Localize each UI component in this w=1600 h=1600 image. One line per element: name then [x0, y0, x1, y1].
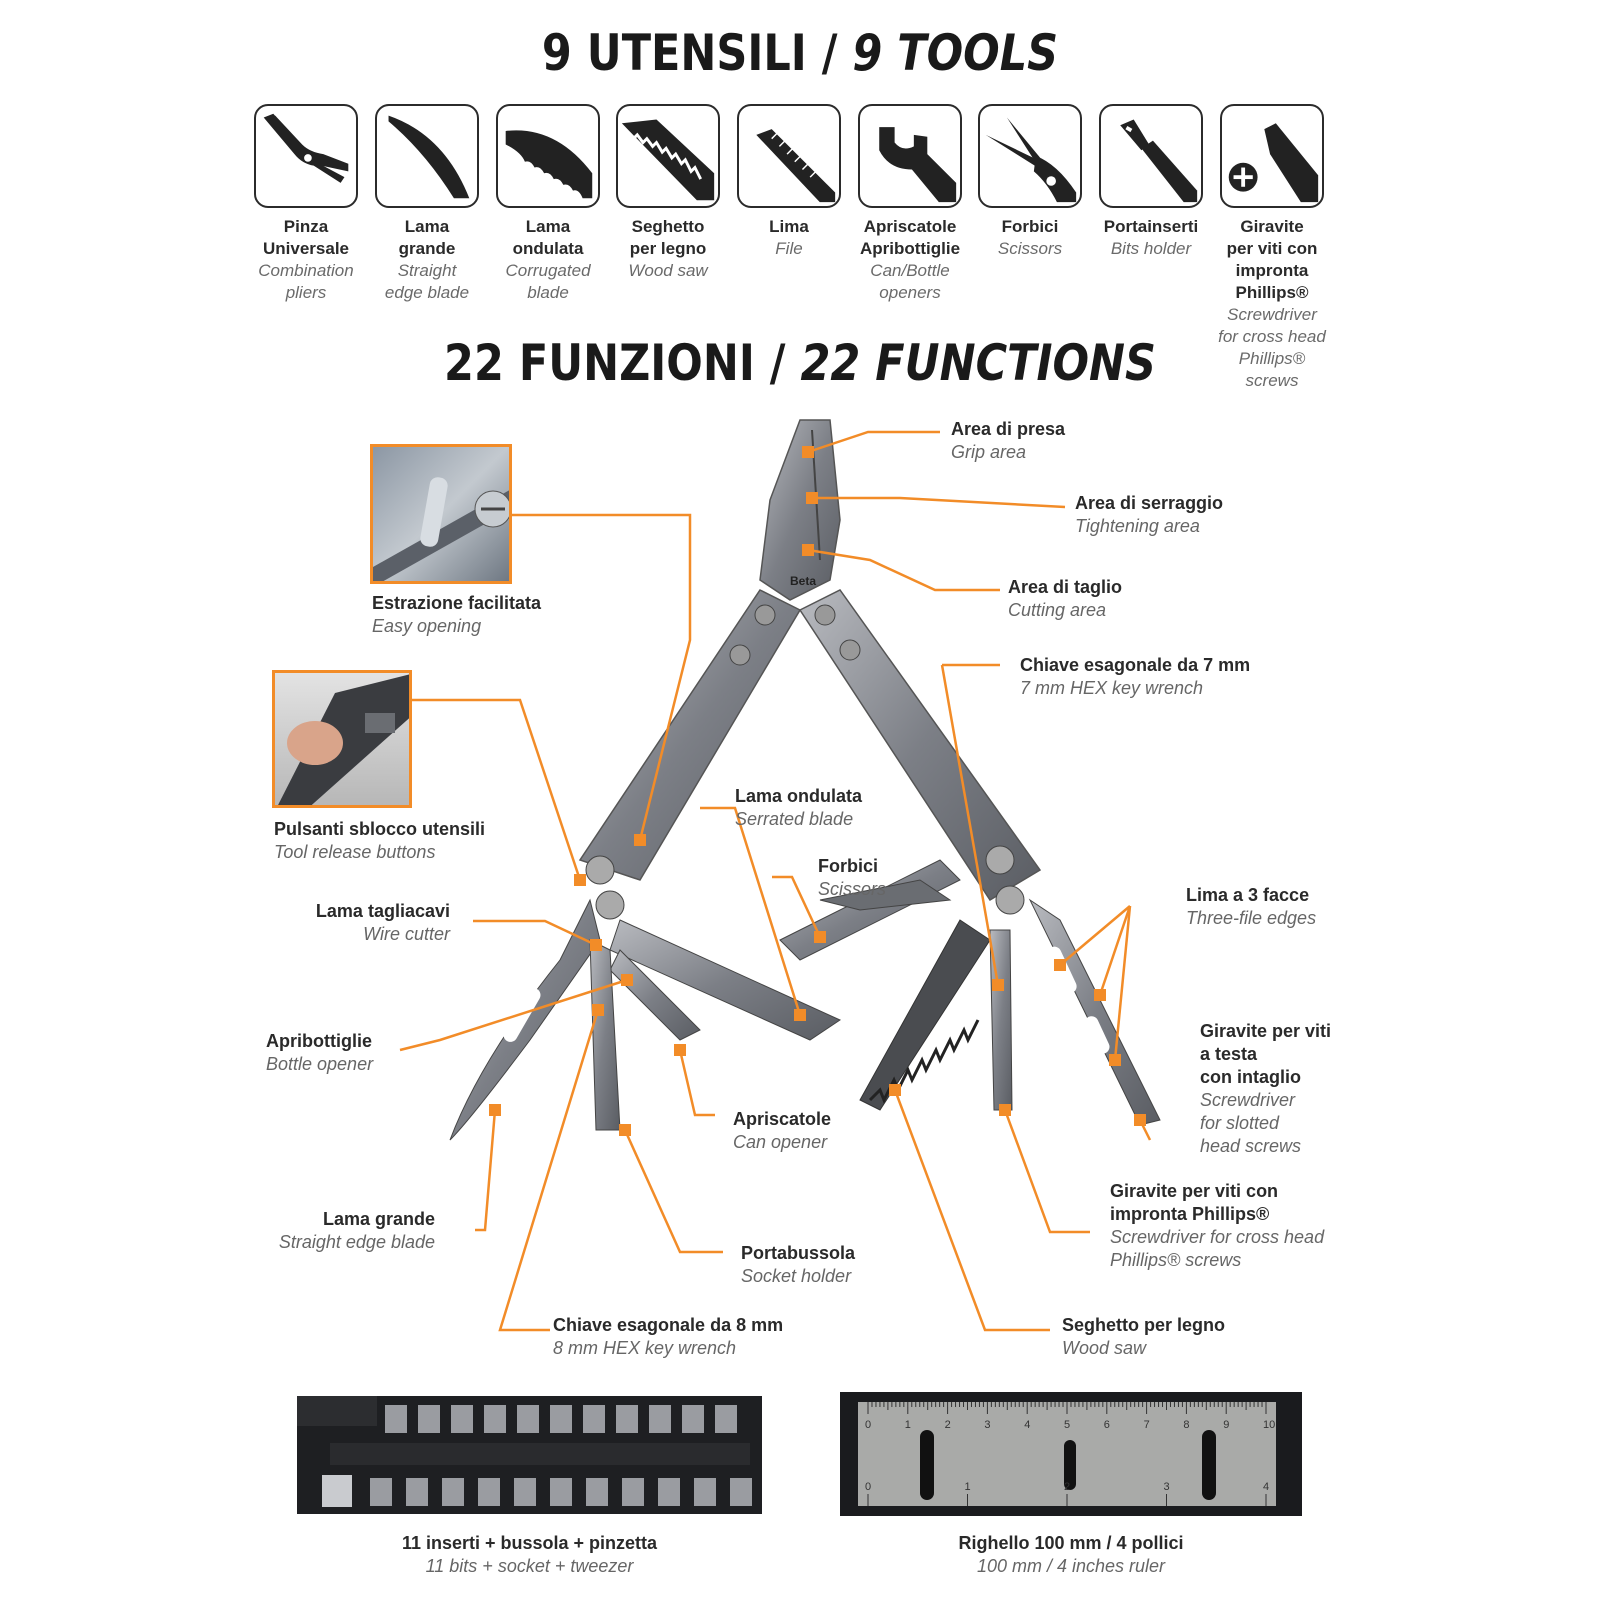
callout-label-it: Seghetto per legno: [1062, 1315, 1226, 1335]
tool-label-it: Seghetto: [631, 217, 705, 236]
tool-label-en: edge blade: [384, 283, 470, 302]
tool-label-en: pliers: [285, 283, 327, 302]
tool-label-it: grande: [398, 239, 456, 258]
callout-hex-8mm: [553, 1314, 783, 1360]
callout-slotted-screwdriver: [1200, 1020, 1331, 1158]
ruler-number-cm: 0: [865, 1419, 872, 1431]
callout-tightening-area: [1075, 492, 1223, 538]
callout-label-it: Lima a 3 facce: [1186, 885, 1310, 905]
tool-label-it: Lima: [769, 217, 809, 236]
tool-label-it: Apribottiglie: [859, 239, 961, 258]
plier-jaws: [760, 420, 840, 600]
callout-label-en: Easy opening: [372, 616, 482, 636]
callout-label-it: Pulsanti sblocco utensili: [274, 819, 486, 839]
callout-label-en: Wood saw: [1062, 1338, 1147, 1358]
tool-label-it: Pinza: [283, 217, 329, 236]
callout-three-file-edges: [1186, 884, 1316, 930]
ruler-number-cm: 2: [944, 1419, 951, 1431]
callout-cutting-area: [1008, 576, 1122, 622]
brand-logo: Beta: [790, 574, 817, 588]
callout-label-it: Forbici: [818, 856, 879, 876]
callout-label-en: Screwdriver: [1200, 1090, 1296, 1110]
callout-can-opener: [733, 1108, 831, 1154]
ruler-number-cm: 8: [1183, 1419, 1190, 1431]
callout-label-en: Straight edge blade: [278, 1232, 435, 1252]
callout-label-it: a testa: [1200, 1044, 1258, 1064]
callout-release-buttons: [274, 818, 485, 864]
tools-heading-italic: 9 TOOLS: [852, 24, 1059, 82]
callout-straight-blade: [230, 1208, 435, 1254]
ruler-number-inch: 2: [1064, 1481, 1071, 1493]
ruler-number-inch: 1: [964, 1481, 971, 1493]
callout-grip-area: [951, 418, 1065, 464]
ruler-accessory: [840, 1392, 1302, 1516]
callout-socket-holder: [741, 1242, 855, 1288]
file-tool: [1030, 900, 1160, 1125]
callout-easy-opening: [372, 592, 541, 638]
callout-label-en: Cutting area: [1008, 600, 1107, 620]
callout-label-en: 8 mm HEX key wrench: [553, 1338, 737, 1358]
ruler-number-cm: 6: [1103, 1419, 1110, 1431]
callout-label-it: Portabussola: [741, 1243, 856, 1263]
tool-label-en: Screwdriver: [1227, 305, 1317, 324]
tool-label-it: Giravite: [1240, 217, 1304, 236]
tool-label-it: ondulata: [512, 239, 584, 258]
ruler-number-inch: 3: [1163, 1481, 1170, 1493]
functions-heading-bold: 22 FUNZIONI /: [444, 334, 801, 392]
ruler-caption-en: 100 mm / 4 inches ruler: [976, 1556, 1166, 1576]
callout-serrated-blade: [735, 785, 862, 831]
tool-label-en: File: [775, 239, 803, 258]
tool-label-it: Apriscatole: [863, 217, 957, 236]
ruler-number-cm: 10: [1263, 1419, 1276, 1431]
callout-label-it: Apriscatole: [733, 1109, 832, 1129]
callout-label-it: Chiave esagonale da 7 mm: [1020, 655, 1251, 675]
callout-label-it: Lama tagliacavi: [315, 901, 450, 921]
tool-label-it: per legno: [629, 239, 707, 258]
callout-label-it: Area di presa: [951, 419, 1066, 439]
callout-label-it: con intaglio: [1200, 1067, 1301, 1087]
callout-scissors: [818, 855, 886, 901]
tool-label-it: per viti con: [1226, 239, 1318, 258]
callout-wire-cutter: [250, 900, 450, 946]
tool-label-en: Bits holder: [1110, 239, 1192, 258]
callout-wood-saw: [1062, 1314, 1225, 1360]
callout-label-it: Giravite per viti con: [1110, 1181, 1279, 1201]
tools-heading-bold: 9 UTENSILI /: [541, 24, 853, 82]
tool-label-it: Forbici: [1001, 217, 1059, 236]
callout-label-it: Chiave esagonale da 8 mm: [553, 1315, 784, 1335]
callout-label-it: impronta Phillips®: [1110, 1204, 1270, 1224]
ruler-number-cm: 9: [1223, 1419, 1230, 1431]
wood-saw: [860, 920, 990, 1110]
tool-label-it: Phillips®: [1235, 283, 1309, 302]
tool-label-en: blade: [527, 283, 569, 302]
ruler-caption-it: Righello 100 mm / 4 pollici: [958, 1533, 1184, 1553]
ruler-number-inch: 0: [865, 1481, 872, 1493]
callout-label-en: Wire cutter: [363, 924, 450, 944]
callout-label-en: Scissors: [818, 879, 887, 899]
ruler-number-inch: 4: [1263, 1481, 1270, 1493]
release-button-photo: [272, 670, 412, 808]
tool-label-it: impronta: [1235, 261, 1309, 280]
tool-label-it: Lama: [404, 217, 450, 236]
ruler-number-cm: 3: [984, 1419, 991, 1431]
callout-label-en: Screwdriver for cross head: [1110, 1227, 1325, 1247]
tool-label-it: Universale: [263, 239, 349, 258]
callout-label-en: Tightening area: [1075, 516, 1200, 536]
tool-label-en: Scissors: [997, 239, 1063, 258]
callout-bottle-opener: [266, 1030, 373, 1076]
ruler-caption: [840, 1532, 1302, 1578]
callout-label-en: Grip area: [951, 442, 1027, 462]
callout-label-en: Can opener: [733, 1132, 828, 1152]
bits-caption: [297, 1532, 762, 1578]
bits-holder-accessory: [297, 1396, 762, 1514]
ruler-number-cm: 4: [1024, 1419, 1031, 1431]
callout-phillips-screwdriver: [1110, 1180, 1324, 1272]
callout-label-en: head screws: [1200, 1136, 1302, 1156]
callout-label-en: Tool release buttons: [274, 842, 436, 862]
tool-label-en: Corrugated: [505, 261, 591, 280]
bits-caption-en: 11 bits + socket + tweezer: [425, 1556, 634, 1576]
ruler-number-cm: 7: [1143, 1419, 1150, 1431]
tool-label-en: Straight: [397, 261, 457, 280]
callout-label-it: Area di taglio: [1008, 577, 1123, 597]
callout-hex-7mm: [1020, 654, 1250, 700]
callout-label-it: Apribottiglie: [266, 1031, 372, 1051]
tool-label-en: Combination: [258, 261, 354, 280]
callout-label-it: Lama ondulata: [735, 786, 863, 806]
ruler-number-cm: 5: [1064, 1419, 1071, 1431]
callout-label-it: Giravite per viti: [1200, 1021, 1332, 1041]
ruler-number-cm: 1: [904, 1419, 911, 1431]
callout-label-en: 7 mm HEX key wrench: [1020, 678, 1204, 698]
functions-heading-italic: 22 FUNCTIONS: [800, 334, 1156, 392]
callout-label-it: Area di serraggio: [1075, 493, 1224, 513]
bits-caption-it: 11 inserti + bussola + pinzetta: [401, 1533, 658, 1553]
callout-label-en: Socket holder: [741, 1266, 852, 1286]
tool-label-it: Lama: [525, 217, 571, 236]
tool-label-it: Portainserti: [1103, 217, 1199, 236]
callout-label-en: Serrated blade: [735, 809, 854, 829]
callout-label-en: for slotted: [1200, 1113, 1280, 1133]
callout-label-en: Bottle opener: [266, 1054, 374, 1074]
tool-label-en: Wood saw: [628, 261, 708, 280]
callout-label-en: Phillips® screws: [1110, 1250, 1242, 1270]
callout-label-en: Three-file edges: [1186, 908, 1317, 928]
tool-label-en: Phillips® screws: [1238, 349, 1306, 390]
callout-label-it: Estrazione facilitata: [372, 593, 542, 613]
tool-label-en: for cross head: [1218, 327, 1326, 346]
tool-label-en: Can/Bottle: [870, 261, 950, 280]
tool-label-en: openers: [879, 283, 941, 302]
easy-opening-photo: [370, 444, 512, 584]
callout-label-it: Lama grande: [322, 1209, 435, 1229]
